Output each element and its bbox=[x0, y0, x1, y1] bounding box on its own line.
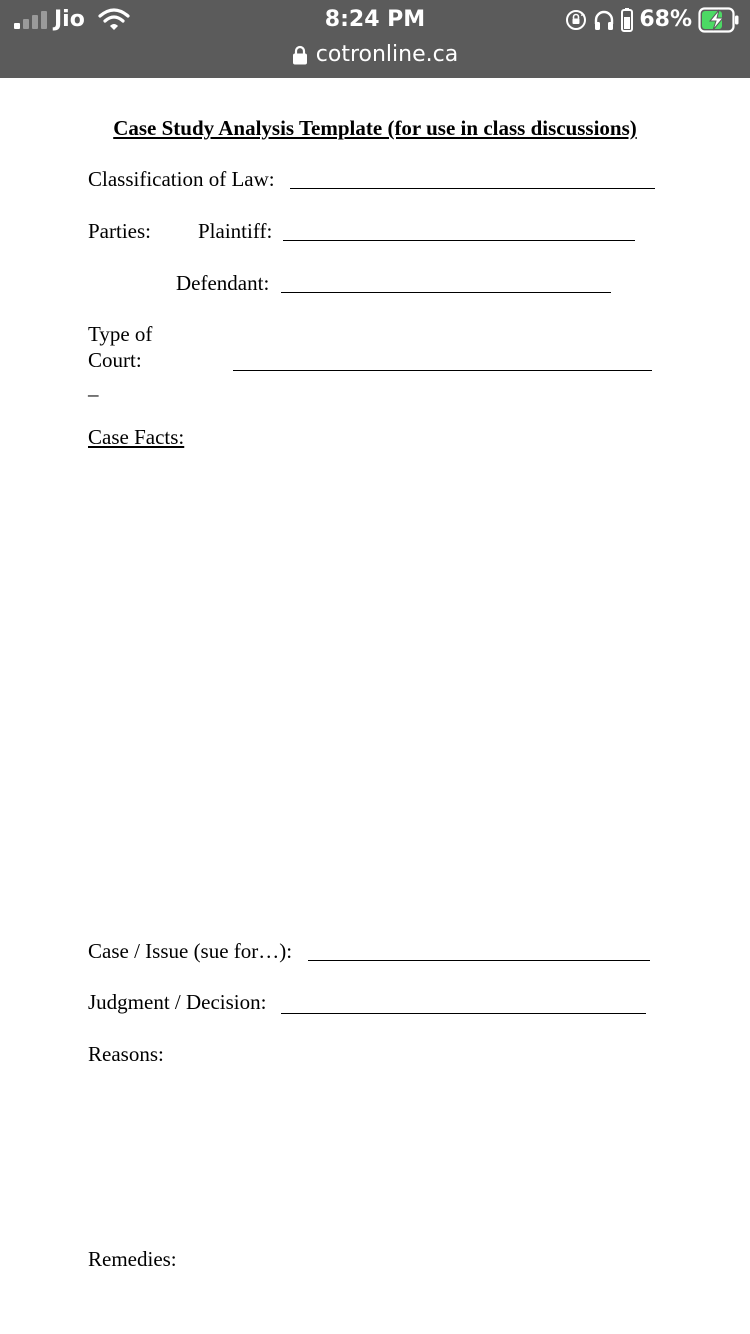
parties-label: Parties: bbox=[88, 219, 151, 243]
document-page bbox=[0, 78, 750, 1334]
remedies-label: Remedies: bbox=[88, 1247, 177, 1271]
issue-blank[interactable] bbox=[308, 960, 650, 961]
plaintiff-blank[interactable] bbox=[283, 240, 635, 241]
status-time: 8:24 PM bbox=[324, 7, 426, 32]
battery-small-icon bbox=[621, 8, 633, 32]
url-text[interactable]: cotronline.ca bbox=[315, 42, 459, 67]
document-title: Case Study Analysis Template (for use in class discussions) bbox=[113, 116, 637, 140]
rotation-lock-icon bbox=[565, 9, 587, 31]
stray-dash: – bbox=[88, 382, 99, 406]
reasons-label: Reasons: bbox=[88, 1042, 164, 1066]
plaintiff-label: Plaintiff: bbox=[198, 219, 273, 243]
status-icons bbox=[565, 6, 740, 34]
classification-label: Classification of Law: bbox=[88, 167, 275, 191]
case-facts-label: Case Facts: bbox=[88, 425, 185, 449]
court-blank[interactable] bbox=[233, 370, 652, 371]
judgment-label: Judgment / Decision: bbox=[88, 990, 267, 1014]
carrier-name: Jio bbox=[54, 7, 85, 32]
battery-icon bbox=[698, 7, 740, 33]
address-bar[interactable] bbox=[0, 40, 750, 70]
defendant-blank[interactable] bbox=[281, 292, 611, 293]
court-label-line1: Type of bbox=[88, 322, 153, 346]
court-label-line2: Court: bbox=[88, 348, 142, 372]
judgment-blank[interactable] bbox=[281, 1013, 646, 1014]
classification-blank[interactable] bbox=[290, 188, 655, 189]
browser-top-bar bbox=[0, 0, 750, 78]
defendant-label: Defendant: bbox=[176, 271, 270, 295]
issue-label: Case / Issue (sue for…): bbox=[88, 939, 293, 963]
lock-icon bbox=[292, 45, 308, 65]
battery-percentage: 68% bbox=[639, 7, 692, 32]
headphones-icon bbox=[593, 9, 615, 31]
